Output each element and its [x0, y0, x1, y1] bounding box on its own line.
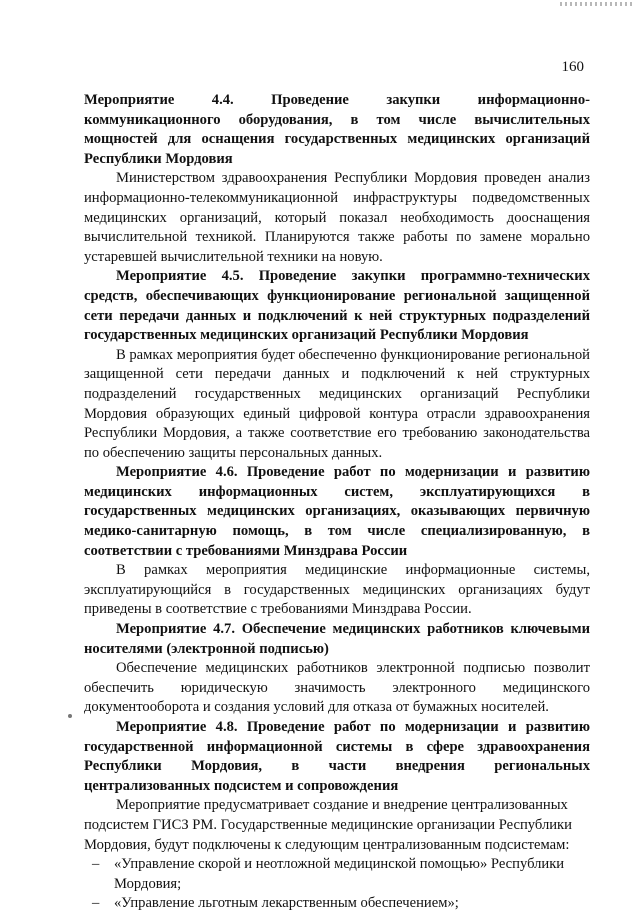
heading-measure-4-6: Мероприятие 4.6. Проведение работ по модернизации и развитию медицинских информационных систем, эксплуатирующихся в государственных медицинских организациях, оказывающих первичную медико-санитарную помощь, в том числе специализированную, в соответствии с требованиями Минздрава России: [84, 464, 590, 559]
heading-measure-4-8: Мероприятие 4.8. Проведение работ по модернизации и развитию государственной информационной системы в сфере здравоохранения Республики Мордовия, в части внедрения региональных централизованных подсистем и сопровождения: [84, 719, 590, 794]
list-item: [84, 894, 590, 914]
list-bullet: –: [92, 895, 100, 912]
paragraph-measure-4-7: Обеспечение медицинских работников электронной подписью позволит обеспечить юридическую значимость электронного медицинского документооборота и создания условий для отказа от бумажных носителей.: [84, 660, 590, 716]
subsystem-list: [84, 855, 590, 914]
list-item-text: «Управление скорой и неотложной медицинской помощью» Республики Мордовия;: [114, 856, 565, 892]
scan-artifact: [560, 2, 632, 6]
list-item: [84, 855, 590, 894]
heading-measure-4-7: Мероприятие 4.7. Обеспечение медицинских работников ключевыми носителями (электронной подписью): [84, 621, 590, 657]
paragraph-measure-4-8: Мероприятие предусматривает создание и внедрение централизованных подсистем ГИСЗ РМ. Государственные медицинские организации Республики Мордовия, будут подключены к следующим централизованным подсистемам:: [84, 797, 572, 853]
heading-measure-4-5: Мероприятие 4.5. Проведение закупки программно-технических средств, обеспечивающих функционирование региональной защищенной сети передачи данных и подключений к ней структурных подразделений государственных медицинских организаций Республики Мордовия: [84, 268, 590, 344]
document-body: [84, 91, 590, 914]
list-bullet: –: [92, 856, 100, 873]
list-item-text: «Управление льготным лекарственным обеспечением»;: [114, 895, 459, 912]
paragraph-measure-4-6: В рамках мероприятия медицинские информационные системы, эксплуатирующийся в государственных медицинских организациях будут приведены в соответствие с требованиями Минздрава России.: [84, 562, 590, 618]
page-number: 160: [561, 59, 584, 75]
paragraph-measure-4-4: Министерством здравоохранения Республики Мордовия проведен анализ информационно-телекоммуникационной инфраструктуры подведомственных медицинских организаций, который показал необходимость дооснащения вычислительной техникой. Планируются также работы по замене морально устаревшей вычислительной техники на новую.: [84, 170, 590, 265]
heading-measure-4-4: Мероприятие 4.4. Проведение закупки информационно-коммуникационного оборудования, в том числе вычислительных мощностей для оснащения государственных медицинских организаций Республики Мордовия: [84, 92, 590, 167]
margin-mark: [68, 714, 72, 718]
paragraph-measure-4-5: В рамках мероприятия будет обеспеченно функционирование региональной защищенной сети передачи данных и подключений к ней структурных подразделений государственных медицинских организаций Республики Мордовия образующих единый цифровой контура отрасли здравоохранения Республики Мордовия, а также соответствие его требованию законодательства по обеспечению защиты персональных данных.: [84, 346, 590, 461]
